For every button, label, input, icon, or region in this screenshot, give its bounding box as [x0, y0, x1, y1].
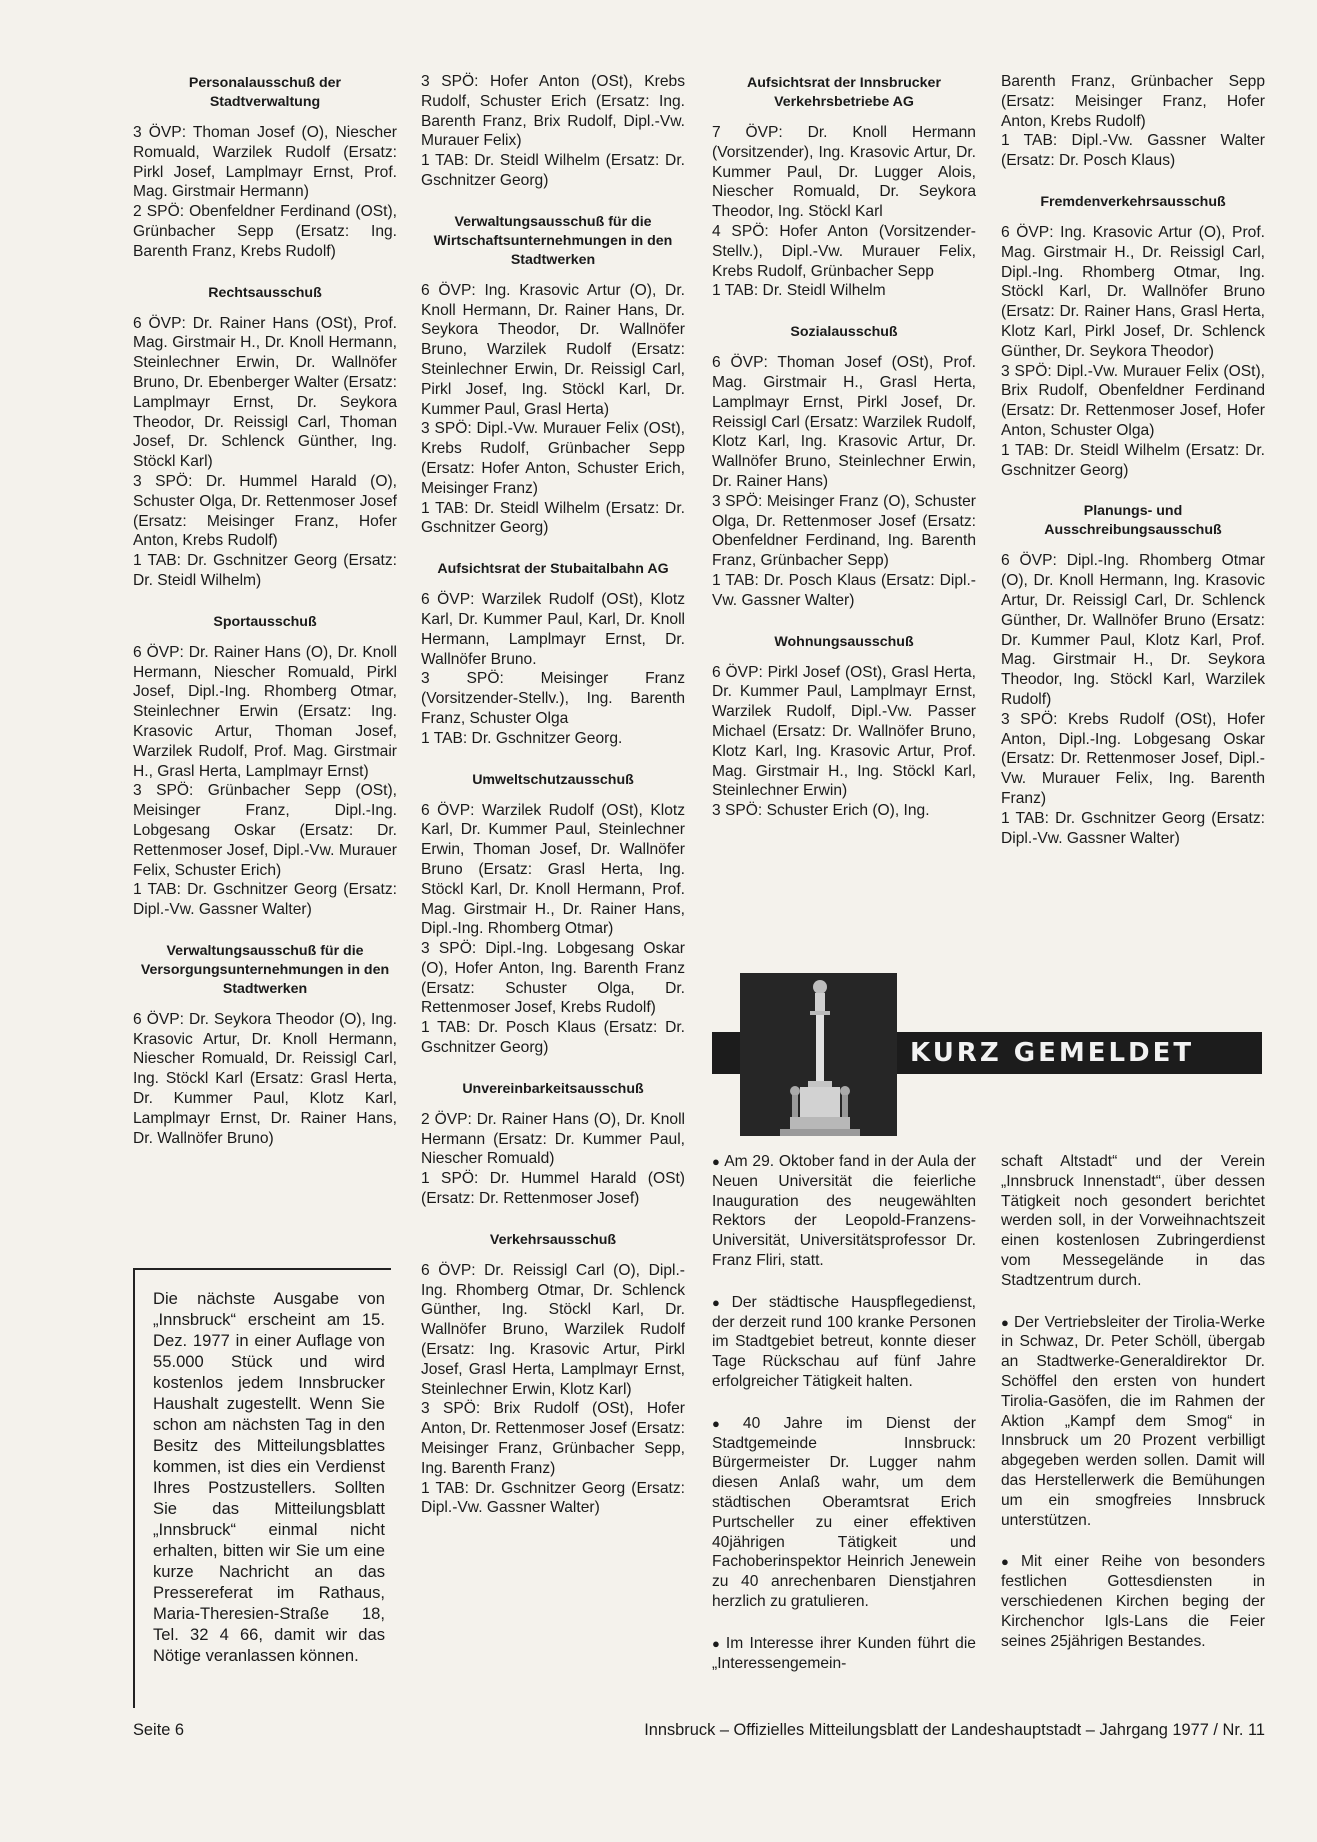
- news-item: ● Mit einer Reihe von besonders festlichen Gottesdiensten in verschiedenen Kirchen beging der Kirchenchor Igls-Lans die Feier seines 25jährigen Bestandes.: [1001, 1553, 1265, 1650]
- committee-members: 3 ÖVP: Thoman Josef (O), Niescher Romuald, Warzilek Rudolf (Ersatz: Pirkl Josef, Lamplmayr Ernst, Prof. Mag. Girstmair Hermann) 2 SPÖ: Obenfeldner Ferdinand (OSt), Grünbacher Sepp (Ersatz: Ing. Barenth Franz, Krebs Rudolf): [133, 124, 397, 260]
- committee-title: Aufsichtsrat der Innsbrucker Verkehrsbetriebe AG: [747, 75, 941, 110]
- committee-title: Aufsichtsrat der Stubaitalbahn AG: [437, 561, 669, 578]
- page-footer: [133, 1719, 1265, 1741]
- committee-section: [421, 1080, 685, 1209]
- next-issue-notice: Die nächste Ausgabe von „Innsbruck“ erscheint am 15. Dez. 1977 in einer Auflage von 55.000 Stück und wird kostenlos jedem Innsbrucker Haushalt zugestellt. Wenn Sie schon am nächsten Tag in den Besitz des Mitteilungsblattes kommen, ist dies ein Verdienst Ihres Postzustellers. Sollten Sie das Mitteilungsblatt „Innsbruck“ einmal nicht erhalten, bitten wir Sie um eine kurze Nachricht an das Pressereferat im Rathaus, Maria-Theresien-Straße 18, Tel. 32 4 66, damit wir das Nötige veranlassen können.: [133, 1268, 391, 1708]
- news-text: Am 29. Oktober fand in der Aula der Neuen Universität die feierliche Inauguration des neugewählten Rektors der Leopold-Franzens-Universität, Universitätsprofessor Dr. Franz Fliri, statt.: [712, 1153, 976, 1269]
- committee-section: [133, 284, 397, 591]
- committee-title: Verkehrsausschuß: [489, 1231, 617, 1248]
- committee-title: Sozialausschuß: [790, 324, 898, 341]
- committee-members: 2 ÖVP: Dr. Rainer Hans (O), Dr. Knoll Hermann (Ersatz: Dr. Kummer Paul, Niescher Romuald) 1 SPÖ: Dr. Hummel Harald (OSt) (Ersatz: Dr. Rettenmoser Josef): [421, 1110, 685, 1208]
- committee-section: [421, 1231, 685, 1518]
- committee-section: [712, 633, 976, 821]
- news-column-left: [712, 1152, 976, 1695]
- news-item: ● Im Interesse ihrer Kunden führt die „Interessengemein-: [712, 1634, 976, 1672]
- news-text: Im Interesse ihrer Kunden führt die „Interessengemein-: [712, 1634, 976, 1672]
- committee-members: 6 ÖVP: Warzilek Rudolf (OSt), Klotz Karl, Dr. Kummer Paul, Karl, Dr. Knoll Hermann, Lamplmayr Ernst, Dr. Wallnöfer Bruno. 3 SPÖ: Meisinger Franz (Vorsitzender-Stellv.), Ing. Barenth Franz, Schuster Olga 1 TAB: Dr. Gschnitzer Georg.: [421, 591, 685, 747]
- committee-members: 6 ÖVP: Dipl.-Ing. Rhomberg Otmar (O), Dr. Knoll Hermann, Ing. Krasovic Artur, Dr. Reissigl Carl, Dr. Schlenck Günther, Dr. Wallnöfer Bruno (Ersatz: Dr. Kummer Paul, Klotz Karl, Prof. Mag. Girstmair H., Dr. Seykora Theodor, Ing. Stöckl Karl, Warzilek Rudolf) 3 SPÖ: Krebs Rudolf (OSt), Hofer Anton, Dipl.-Ing. Lobgesang Oskar (Ersatz: Dr. Rettenmoser Josef, Dipl.-Vw. Murauer Felix, Ing. Barenth Franz) 1 TAB: Dr. Gschnitzer Georg (Ersatz: Dipl.-Vw. Gassner Walter): [1001, 552, 1265, 847]
- committee-title: Planungs- und Ausschreibungsausschuß: [1044, 503, 1222, 539]
- news-item: ● 40 Jahre im Dienst der Stadtgemeinde Innsbruck: Bürgermeister Dr. Lugger nahm diesen Anlaß wahr, um dem städtischen Oberamtsrat Erich Purtscheller zu einer effektiven 40jährigen Tätigkeit und Fachoberinspektor Heinrich Jenewein zu 40 anrechenbaren Dienstjahren herzlich zu gratulieren.: [712, 1414, 976, 1610]
- annasaeule-photo: [740, 973, 897, 1136]
- committee-section: [712, 74, 976, 301]
- committee-section: [421, 771, 685, 1058]
- committee-continuation: [421, 72, 685, 191]
- committee-members: 7 ÖVP: Dr. Knoll Hermann (Vorsitzender), Ing. Krasovic Artur, Dr. Kummer Paul, Dr. Lugger Alois, Niescher Romuald, Dr. Seykora Theodor, Ing. Stöckl Karl 4 SPÖ: Hofer Anton (Vorsitzender-Stellv.), Dipl.-Vw. Murauer Felix, Krebs Rudolf, Grünbacher Sepp 1 TAB: Dr. Steidl Wilhelm: [712, 124, 976, 300]
- committee-section: [421, 213, 685, 538]
- committee-title: Wohnungsausschuß: [774, 633, 914, 650]
- news-text: Der städtische Hauspflegedienst, der derzeit rund 100 kranke Personen im Stadtgebiet betreut, konnte dieser Tage Rückschau auf fünf Jahre erfolgreicher Tätigkeit halten.: [712, 1293, 976, 1390]
- committee-members: 6 ÖVP: Ing. Krasovic Artur (O), Prof. Mag. Girstmair H., Dr. Reissigl Carl, Dipl.-Ing. Rhomberg Otmar, Ing. Stöckl Karl, Dr. Wallnöfer Bruno (Ersatz: Dr. Rainer Hans, Grasl Herta, Klotz Karl, Pirkl Josef, Dr. Schlenck Günther, Dr. Seykora Theodor) 3 SPÖ: Dipl.-Vw. Murauer Felix (OSt), Brix Rudolf, Obenfeldner Ferdinand (Ersatz: Dr. Rettenmoser Josef, Hofer Anton, Schuster Olga) 1 TAB: Dr. Steidl Wilhelm (Ersatz: Dr. Gschnitzer Georg): [1001, 223, 1265, 479]
- committee-members: 6 ÖVP: Dr. Seykora Theodor (O), Ing. Krasovic Artur, Dr. Knoll Hermann, Niescher Romuald, Dr. Reissigl Carl, Ing. Stöckl Karl (Ersatz: Grasl Herta, Dr. Kummer Paul, Klotz Karl, Lamplmayr Ernst, Dr. Rainer Hans, Dr. Wallnöfer Bruno): [133, 1010, 397, 1147]
- committee-members: 6 ÖVP: Dr. Rainer Hans (O), Dr. Knoll Hermann, Niescher Romuald, Pirkl Josef, Dipl.-Ing. Rhomberg Otmar, Steinlechner Erwin (Ersatz: Ing. Krasovic Artur, Thoman Josef, Warzilek Rudolf, Prof. Mag. Girstmair H., Grasl Herta, Lamplmayr Ernst) 3 SPÖ: Grünbacher Sepp (OSt), Meisinger Franz, Dipl.-Ing. Lobgesang Oskar (Ersatz: Dr. Rettenmoser Josef, Dipl.-Vw. Murauer Felix, Schuster Erich) 1 TAB: Dr. Gschnitzer Georg (Ersatz: Dipl.-Vw. Gassner Walter): [133, 643, 397, 919]
- committee-members: 6 ÖVP: Warzilek Rudolf (OSt), Klotz Karl, Dr. Kummer Paul, Steinlechner Erwin, Thoman Josef, Dr. Wallnöfer Bruno (Ersatz: Grasl Herta, Ing. Stöckl Karl, Dr. Knoll Hermann, Prof. Mag. Girstmair H., Dr. Rainer Hans, Dipl.-Ing. Rhomberg Otmar) 3 SPÖ: Dipl.-Ing. Lobgesang Oskar (O), Hofer Anton, Ing. Barenth Franz (Ersatz: Schuster Olga, Dr. Rettenmoser Josef, Krebs Rudolf) 1 TAB: Dr. Posch Klaus (Ersatz: Dr. Gschnitzer Georg): [421, 801, 685, 1057]
- committee-title: Fremdenverkehrsausschuß: [1040, 193, 1226, 210]
- news-text: Der Vertriebsleiter der Tirolia-Werke in Schwaz, Dr. Peter Schöll, übergab an Stadtwerke-Generaldirektor Dr. Schöffel den ersten von hundert Tirolia-Gasöfen, die im Rahmen der Aktion „Kampf dem Smog“ in Innsbruck um 20 Prozent verbilligt abgegeben werden sollen. Damit will das Herstellerwerk die Bemühungen um ein smogfreies Innsbruck unterstützen.: [1001, 1313, 1265, 1529]
- committee-section: [133, 942, 397, 1149]
- committee-title: Unvereinbarkeitsausschuß: [462, 1080, 644, 1097]
- committee-section: [421, 560, 685, 748]
- committee-continuation: [1001, 72, 1265, 171]
- news-text: 40 Jahre im Dienst der Stadtgemeinde Innsbruck: Bürgermeister Dr. Lugger nahm diesen Anlaß wahr, um dem städtischen Oberamtsrat Erich Purtscheller zu einer effektiven 40jährigen Tätigkeit und Fachoberinspektor Heinrich Jenewein zu 40 anrechenbaren Dienstjahren herzlich zu gratulieren.: [712, 1414, 976, 1610]
- committee-members: Barenth Franz, Grünbacher Sepp (Ersatz: Meisinger Franz, Hofer Anton, Krebs Rudolf) 1 TAB: Dipl.-Vw. Gassner Walter (Ersatz: Dr. Posch Klaus): [1001, 73, 1265, 170]
- kurz-gemeldet-banner: [712, 973, 1262, 1136]
- page-number: Seite 6: [133, 1721, 185, 1739]
- news-item: ● Der städtische Hauspflegedienst, der derzeit rund 100 kranke Personen im Stadtgebiet betreut, konnte dieser Tage Rückschau auf fünf Jahre erfolgreicher Tätigkeit halten.: [712, 1293, 976, 1390]
- kurz-gemeldet-title: KURZ GEMELDET: [910, 1038, 1195, 1068]
- committee-section: [133, 74, 397, 262]
- committee-title: Verwaltungsausschuß für die Wirtschaftsunternehmungen in den Stadtwerken: [433, 213, 673, 268]
- column-4: [1001, 74, 1265, 870]
- publication-line: Innsbruck – Offizielles Mitteilungsblatt der Landeshauptstadt – Jahrgang 1977 / Nr. 11: [644, 1721, 1265, 1739]
- committee-section: [1001, 502, 1265, 848]
- committee-title: Rechtsausschuß: [208, 284, 322, 301]
- committee-members: 6 ÖVP: Dr. Reissigl Carl (O), Dipl.-Ing. Rhomberg Otmar, Dr. Schlenck Günther, Ing. Stöckl Karl, Dr. Wallnöfer Bruno, Warzilek Rudolf (Ersatz: Ing. Krasovic Artur, Pirkl Josef, Grasl Herta, Lamplmayr Ernst, Steinlechner Erwin, Klotz Karl) 3 SPÖ: Brix Rudolf (OSt), Hofer Anton, Dr. Rettenmoser Josef (Ersatz: Meisinger Franz, Grünbacher Sepp, Ing. Barenth Franz) 1 TAB: Dr. Gschnitzer Georg (Ersatz: Dipl.-Vw. Gassner Walter): [421, 1261, 685, 1517]
- committee-section: [133, 613, 397, 920]
- committee-title: Umweltschutzausschuß: [472, 771, 634, 788]
- committee-section: [712, 323, 976, 610]
- news-item: ● Der Vertriebsleiter der Tirolia-Werke in Schwaz, Dr. Peter Schöll, übergab an Stadtwerke-Generaldirektor Dr. Schöffel den ersten von hundert Tirolia-Gasöfen, die im Rahmen der Aktion „Kampf dem Smog“ in Innsbruck um 20 Prozent verbilligt abgegeben werden sollen. Damit will das Herstellerwerk die Bemühungen um ein smogfreies Innsbruck unterstützen.: [1001, 1313, 1265, 1529]
- committee-title: Verwaltungsausschuß für die Versorgungsunternehmungen in den Stadtwerken: [140, 942, 390, 997]
- column-2: [421, 74, 685, 1540]
- news-item: ● Am 29. Oktober fand in der Aula der Neuen Universität die feierliche Inauguration des neugewählten Rektors der Leopold-Franzens-Universität, Universitätsprofessor Dr. Franz Fliri, statt.: [712, 1153, 976, 1269]
- committee-members: 6 ÖVP: Ing. Krasovic Artur (O), Dr. Knoll Hermann, Dr. Rainer Hans, Dr. Seykora Theodor, Dr. Wallnöfer Bruno, Warzilek Rudolf (Ersatz: Steinlechner Erwin, Dr. Reissigl Carl, Pirkl Josef, Ing. Stöckl Karl, Dr. Kummer Paul, Grasl Herta) 3 SPÖ: Dipl.-Vw. Murauer Felix (OSt), Krebs Rudolf, Grünbacher Sepp (Ersatz: Hofer Anton, Schuster Erich, Meisinger Franz) 1 TAB: Dr. Steidl Wilhelm (Ersatz: Dr. Gschnitzer Georg): [421, 281, 685, 537]
- news-continuation: schaft Altstadt“ und der Verein „Innsbruck Innenstadt“, über dessen Tätigkeit noch gesondert berichtet werden soll, in der Vorweihnachtszeit einen kostenlosen Zubringerdienst vom Messegelände in das Stadtzentrum durch.: [1001, 1153, 1265, 1289]
- committee-title: Sportausschuß: [213, 613, 317, 630]
- column-monument-icon: [740, 973, 897, 1136]
- committee-members: 6 ÖVP: Thoman Josef (OSt), Prof. Mag. Girstmair H., Grasl Herta, Lamplmayr Ernst, Pirkl Josef, Dr. Reissigl Carl (Ersatz: Warzilek Rudolf, Klotz Karl, Ing. Krasovic Artur, Dr. Wallnöfer Bruno, Steinlechner Erwin, Dr. Rainer Hans) 3 SPÖ: Meisinger Franz (O), Schuster Olga, Dr. Rettenmoser Josef (Ersatz: Obenfeldner Ferdinand, Ing. Barenth Franz, Grünbacher Sepp) 1 TAB: Dr. Posch Klaus (Ersatz: Dipl.-Vw. Gassner Walter): [712, 354, 976, 609]
- column-3: [712, 74, 976, 843]
- news-column-right: [1001, 1152, 1265, 1673]
- committee-section: [1001, 193, 1265, 480]
- news-text: Mit einer Reihe von besonders festlichen Gottesdiensten in verschiedenen Kirchen beging der Kirchenchor Igls-Lans die Feier seines 25jährigen Bestandes.: [1001, 1553, 1265, 1650]
- committee-title: Personalausschuß der Stadtverwaltung: [188, 75, 342, 110]
- committee-members: 6 ÖVP: Dr. Rainer Hans (OSt), Prof. Mag. Girstmair H., Dr. Knoll Hermann, Steinlechner Erwin, Dr. Wallnöfer Bruno, Dr. Ebenberger Walter (Ersatz: Lamplmayr Ernst, Dr. Seykora Theodor, Dr. Reissigl Carl, Thoman Josef, Dr. Schlenck Günther, Ing. Stöckl Karl) 3 SPÖ: Dr. Hummel Harald (O), Schuster Olga, Dr. Rettenmoser Josef (Ersatz: Meisinger Franz, Hofer Anton, Krebs Rudolf) 1 TAB: Dr. Gschnitzer Georg (Ersatz: Dr. Steidl Wilhelm): [133, 314, 397, 589]
- committee-members: 6 ÖVP: Pirkl Josef (OSt), Grasl Herta, Dr. Kummer Paul, Lamplmayr Ernst, Warzilek Rudolf, Dipl.-Vw. Passer Michael (Ersatz: Dr. Wallnöfer Bruno, Klotz Karl, Ing. Krasovic Artur, Prof. Mag. Girstmair H., Ing. Stöckl Karl, Steinlechner Erwin) 3 SPÖ: Schuster Erich (O), Ing.: [712, 663, 976, 820]
- committee-members: 3 SPÖ: Hofer Anton (OSt), Krebs Rudolf, Schuster Erich (Ersatz: Ing. Barenth Franz, Brix Rudolf, Dipl.-Vw. Murauer Felix) 1 TAB: Dr. Steidl Wilhelm (Ersatz: Dr. Gschnitzer Georg): [421, 73, 685, 189]
- column-1: [133, 74, 397, 1170]
